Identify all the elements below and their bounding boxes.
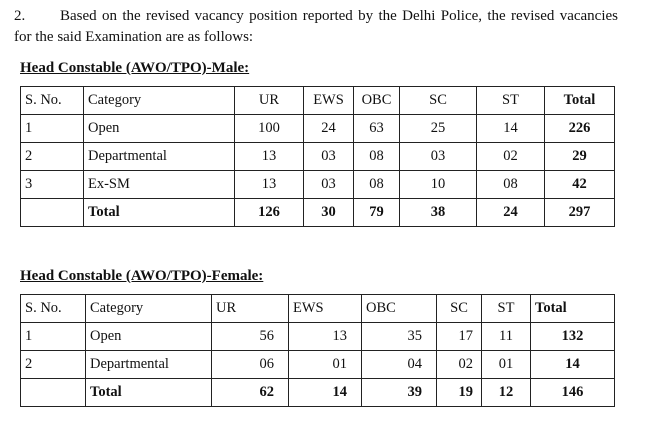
cell-st: 12 — [482, 379, 531, 407]
cell-sc: 38 — [400, 199, 477, 227]
cell-total: 226 — [545, 115, 615, 143]
cell-total: 29 — [545, 143, 615, 171]
cell-total: 146 — [531, 379, 615, 407]
cell-ews: 01 — [289, 351, 362, 379]
header-sno: S. No. — [21, 295, 86, 323]
cell-ur: 06 — [212, 351, 289, 379]
cell-sc: 17 — [437, 323, 482, 351]
intro-paragraph — [14, 6, 618, 48]
cell-st: 08 — [477, 171, 545, 199]
cell-total: 297 — [545, 199, 615, 227]
cell-ews: 14 — [289, 379, 362, 407]
cell-sno: 3 — [21, 171, 84, 199]
table-row — [21, 143, 615, 171]
header-sno: S. No. — [21, 87, 84, 115]
cell-sno: 2 — [21, 143, 84, 171]
cell-category: Total — [86, 379, 212, 407]
cell-total: 14 — [531, 351, 615, 379]
cell-ews: 24 — [304, 115, 354, 143]
cell-category: Departmental — [84, 143, 235, 171]
cell-sc: 25 — [400, 115, 477, 143]
cell-obc: 39 — [362, 379, 437, 407]
cell-ews: 13 — [289, 323, 362, 351]
table-total-row — [21, 199, 615, 227]
header-total: Total — [545, 87, 615, 115]
header-sc: SC — [437, 295, 482, 323]
header-category: Category — [86, 295, 212, 323]
cell-obc: 63 — [354, 115, 400, 143]
header-ur: UR — [212, 295, 289, 323]
cell-ur: 13 — [235, 171, 304, 199]
table-total-row — [21, 379, 615, 407]
table-row — [21, 323, 615, 351]
cell-ews: 03 — [304, 171, 354, 199]
header-ews: EWS — [289, 295, 362, 323]
cell-st: 11 — [482, 323, 531, 351]
cell-obc: 35 — [362, 323, 437, 351]
cell-st: 02 — [477, 143, 545, 171]
header-obc: OBC — [362, 295, 437, 323]
cell-category: Total — [84, 199, 235, 227]
cell-sc: 02 — [437, 351, 482, 379]
cell-category: Ex-SM — [84, 171, 235, 199]
female-vacancy-table — [20, 294, 615, 407]
cell-obc: 08 — [354, 143, 400, 171]
female-table-heading: Head Constable (AWO/TPO)-Female: — [20, 268, 264, 284]
table-header-row — [21, 295, 615, 323]
cell-sno — [21, 199, 84, 227]
cell-ur: 56 — [212, 323, 289, 351]
male-vacancy-table — [20, 86, 615, 227]
cell-st: 01 — [482, 351, 531, 379]
table-row — [21, 351, 615, 379]
cell-sc: 19 — [437, 379, 482, 407]
table-row — [21, 171, 615, 199]
table-header-row — [21, 87, 615, 115]
cell-category: Departmental — [86, 351, 212, 379]
cell-total: 42 — [545, 171, 615, 199]
header-category: Category — [84, 87, 235, 115]
cell-category: Open — [84, 115, 235, 143]
cell-total: 132 — [531, 323, 615, 351]
cell-sno: 2 — [21, 351, 86, 379]
cell-sc: 03 — [400, 143, 477, 171]
cell-category: Open — [86, 323, 212, 351]
cell-ews: 03 — [304, 143, 354, 171]
cell-ur: 126 — [235, 199, 304, 227]
cell-obc: 08 — [354, 171, 400, 199]
cell-ur: 13 — [235, 143, 304, 171]
cell-sno: 1 — [21, 323, 86, 351]
cell-ur: 62 — [212, 379, 289, 407]
cell-st: 14 — [477, 115, 545, 143]
male-table-heading: Head Constable (AWO/TPO)-Male: — [20, 60, 250, 76]
cell-obc: 79 — [354, 199, 400, 227]
header-ews: EWS — [304, 87, 354, 115]
cell-st: 24 — [477, 199, 545, 227]
cell-obc: 04 — [362, 351, 437, 379]
header-sc: SC — [400, 87, 477, 115]
cell-sno — [21, 379, 86, 407]
paragraph-number: 2. — [14, 8, 26, 24]
header-total: Total — [531, 295, 615, 323]
cell-ews: 30 — [304, 199, 354, 227]
cell-sc: 10 — [400, 171, 477, 199]
header-obc: OBC — [354, 87, 400, 115]
header-st: ST — [482, 295, 531, 323]
table-row — [21, 115, 615, 143]
header-st: ST — [477, 87, 545, 115]
cell-ur: 100 — [235, 115, 304, 143]
cell-sno: 1 — [21, 115, 84, 143]
header-ur: UR — [235, 87, 304, 115]
paragraph-text: Based on the revised vacancy position reported by the Delhi Police, the revised vacancies for the said Examination are as follows: — [14, 8, 618, 45]
